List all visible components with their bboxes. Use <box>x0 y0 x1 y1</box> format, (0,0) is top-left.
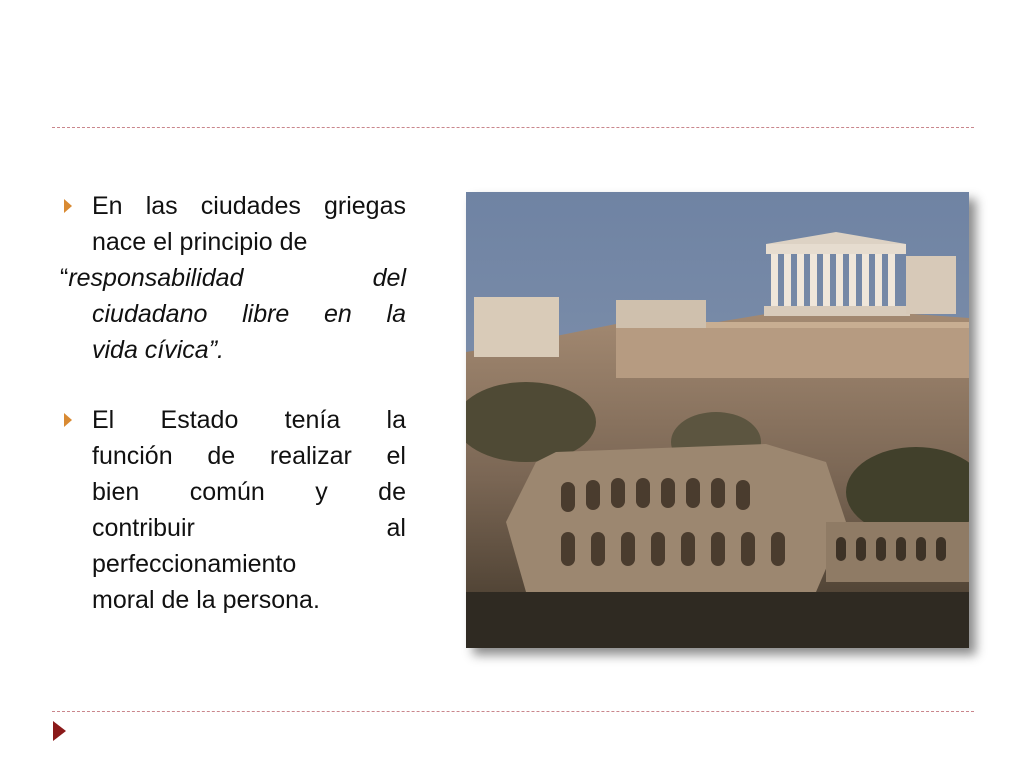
quote-close-mark: ”. <box>208 336 224 364</box>
bullet-line: El Estado tenía la <box>92 406 406 434</box>
slide-text <box>60 188 406 618</box>
bullet-line: función de realizar el <box>92 442 406 470</box>
bullet-item <box>60 188 406 260</box>
acropolis-image <box>466 192 969 648</box>
next-slide-triangle-icon[interactable] <box>53 721 66 741</box>
quote-open-mark: “ <box>60 264 69 292</box>
bullet-line: bien común y de <box>92 478 406 506</box>
bullet-item <box>60 402 406 618</box>
quote-text: responsabilidad del <box>68 264 406 292</box>
bullet-line: contribuir al <box>92 514 406 542</box>
bottom-divider <box>52 711 974 712</box>
bullet-arrow-icon <box>64 199 72 213</box>
quote-line <box>60 332 406 368</box>
bullet-line: moral de la persona. <box>92 586 320 614</box>
bullet-line: perfeccionamiento <box>92 550 297 578</box>
quote-block <box>60 260 406 368</box>
quote-line <box>60 296 406 332</box>
quote-text: vida cívica <box>92 336 209 364</box>
bullet-line: En las ciudades griegas <box>92 192 406 220</box>
quote-text: ciudadano libre en la <box>92 300 406 328</box>
bullet-arrow-icon <box>64 413 72 427</box>
quote-line <box>60 260 406 296</box>
top-divider <box>52 127 974 128</box>
bullet-line: nace el principio de <box>92 228 308 256</box>
acropolis-photo <box>466 192 969 648</box>
